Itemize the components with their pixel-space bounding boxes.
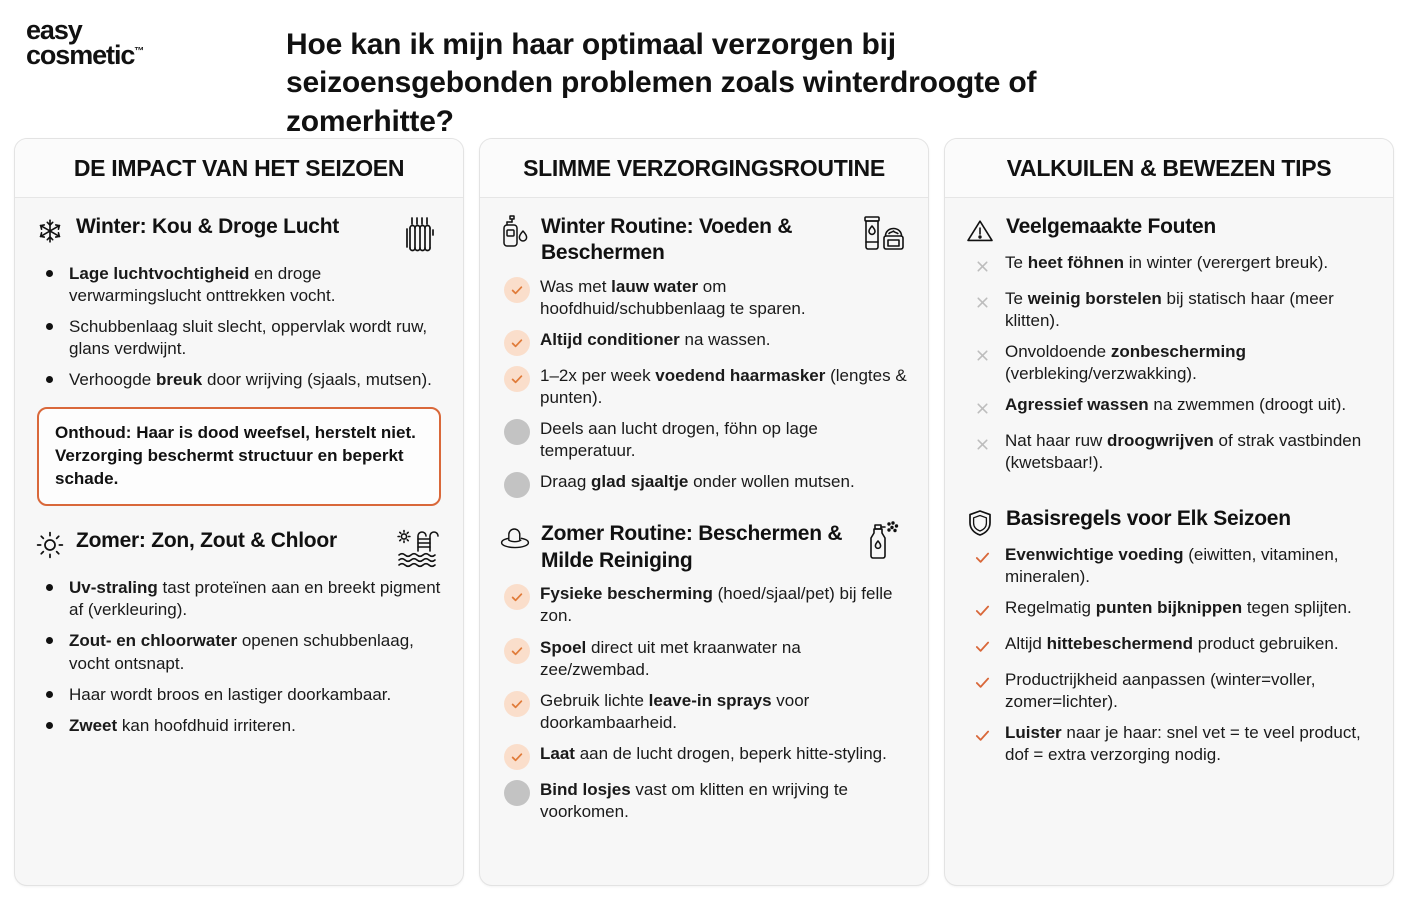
bullet-icon (39, 263, 59, 277)
section-title: Winter Routine: Voeden & Beschermen (541, 215, 793, 265)
list-item-text: Verhoogde breuk door wrijving (sjaals, mutsen). (69, 370, 432, 390)
list-item (969, 544, 1373, 588)
list-item-text: Altijd hittebeschermend product gebruiken. (1005, 633, 1339, 653)
list-item (504, 583, 908, 627)
check-icon (504, 638, 530, 664)
section-title: Zomer Routine: Beschermen & Milde Reiniging (541, 522, 843, 572)
list-item (504, 276, 908, 320)
list-winter-routine (504, 276, 908, 499)
card-header (945, 139, 1393, 198)
list-item-text: Te weinig borstelen bij statisch haar (meer klitten). (1005, 289, 1334, 331)
bullet-icon (39, 715, 59, 729)
check-icon (969, 598, 995, 624)
radiator-icon (395, 214, 443, 254)
section-title: Zomer: Zon, Zout & Chloor (76, 529, 337, 553)
page-title: Hoe kan ik mijn haar optimaal verzorgen bij seizoensgebonden problemen zoals winterdroogte of zomerhitte? (286, 28, 1037, 138)
list-item-text: Zweet kan hoofdhuid irriteren. (69, 715, 296, 735)
list-item-text: Altijd conditioner na wassen. (540, 330, 771, 350)
list-item (969, 252, 1373, 279)
card-title: DE IMPACT VAN HET SEIZOEN (73, 155, 405, 181)
brand-logo (26, 14, 276, 68)
section-title: Veelgemaakte Fouten (1006, 215, 1216, 238)
list-item-text: Was met lauw water om hoofdhuid/schubbenlaag te sparen. (540, 276, 806, 318)
list-zomer-impact (39, 577, 443, 737)
brand-name: cosmetic (26, 39, 135, 70)
list-winter-impact (39, 263, 443, 391)
list-item (504, 743, 908, 770)
list-item (969, 341, 1373, 385)
list-veelgemaakte-fouten (969, 252, 1373, 475)
list-item-text: Spoel direct uit met kraanwater na zee/zwembad. (540, 637, 801, 679)
warning-triangle-icon (965, 216, 995, 246)
list-item (39, 630, 443, 674)
list-item-text: Draag glad sjaaltje onder wollen mutsen. (540, 472, 855, 492)
card-header (15, 139, 463, 198)
x-icon (969, 253, 995, 279)
check-icon (504, 584, 530, 610)
brand-line-1: easy (26, 15, 82, 45)
list-item-text: Productrijkheid aanpassen (winter=voller, zomer=lichter). (1005, 669, 1316, 711)
list-item (39, 715, 443, 737)
spray-bottle-icon (860, 521, 908, 561)
x-icon (969, 395, 995, 421)
check-icon (969, 670, 995, 696)
tube-jar-icon (860, 214, 908, 254)
section-basisregels (965, 506, 1373, 538)
trademark-mark: ™ (134, 45, 145, 57)
check-icon (969, 634, 995, 660)
section-winter-routine (500, 214, 908, 267)
list-item-text: Zout- en chloorwater openen schubbenlaag, vocht ontsnapt. (69, 631, 414, 673)
list-item (39, 577, 443, 621)
list-item (39, 316, 443, 360)
list-item-text: Nat haar ruw droogwrijven of strak vastbinden (kwetsbaar!). (1005, 431, 1362, 473)
list-item-text: Luister naar je haar: snel vet = te veel product, dof = extra verzorging nodig. (1005, 722, 1361, 765)
card-verzorgingsroutine (479, 138, 929, 886)
list-item (969, 430, 1373, 474)
brand-line-2 (26, 39, 276, 70)
card-body (15, 198, 463, 885)
bullet-icon (39, 684, 59, 698)
x-icon (969, 431, 995, 457)
bullet-icon (39, 577, 59, 591)
list-item (504, 637, 908, 681)
list-item-text: 1–2x per week voedend haarmasker (lengtes & punten). (540, 366, 907, 408)
check-icon (504, 277, 530, 303)
pump-bottle-icon (500, 216, 530, 246)
list-item-text: Bind losjes vast om klitten en wrijving te voorkomen. (540, 779, 848, 822)
list-item (504, 779, 908, 823)
shield-icon (965, 508, 995, 538)
list-item-text: Agressief wassen na zwemmen (droogt uit). (1005, 395, 1347, 415)
neutral-bullet-icon (504, 419, 530, 445)
list-item (39, 263, 443, 307)
list-item (969, 597, 1373, 624)
section-title: Winter: Kou & Droge Lucht (76, 215, 340, 238)
page-header (0, 0, 1408, 138)
list-item (39, 369, 443, 391)
section-zomer-routine (500, 521, 908, 574)
list-item-text: Schubbenlaag sluit slecht, oppervlak wordt ruw, glans verdwijnt. (69, 317, 428, 359)
list-item (504, 418, 908, 462)
columns-container (0, 138, 1408, 886)
check-icon (504, 691, 530, 717)
list-item (504, 690, 908, 734)
check-icon (969, 545, 995, 571)
bullet-icon (39, 630, 59, 644)
list-item-text: Uv-straling tast proteïnen aan en breekt pigment af (verkleuring). (69, 578, 441, 620)
check-icon (969, 723, 995, 749)
list-item (969, 669, 1373, 713)
list-item-text: Deels aan lucht drogen, föhn op lage temperatuur. (540, 419, 818, 461)
list-item-text: Haar wordt broos en lastiger doorkambaar. (69, 684, 392, 704)
section-veelgemaakte-fouten (965, 214, 1373, 246)
x-icon (969, 342, 995, 368)
list-item-text: Evenwichtige voeding (eiwitten, vitaminen, mineralen). (1005, 544, 1339, 586)
list-item-text: Te heet föhnen in winter (verergert breuk). (1005, 253, 1329, 272)
list-item (504, 365, 908, 409)
list-item-text: Gebruik lichte leave-in sprays voor doorkambaarheid. (540, 690, 810, 732)
section-zomer-impact (35, 528, 443, 568)
check-icon (504, 330, 530, 356)
snowflake-icon (35, 216, 65, 246)
list-item-text: Lage luchtvochtigheid en droge verwarmingslucht onttrekken vocht. (69, 264, 336, 306)
list-item-text: Regelmatig punten bijknippen tegen splijten. (1005, 597, 1352, 617)
list-item (969, 394, 1373, 421)
list-zomer-routine (504, 583, 908, 823)
list-item (969, 288, 1373, 332)
bullet-icon (39, 316, 59, 330)
list-item (969, 633, 1373, 660)
list-item (39, 684, 443, 706)
check-icon (504, 366, 530, 392)
neutral-bullet-icon (504, 780, 530, 806)
card-header (480, 139, 928, 198)
card-title: SLIMME VERZORGINGSROUTINE (523, 155, 885, 181)
list-item-text: Laat aan de lucht drogen, beperk hitte-styling. (540, 743, 887, 763)
list-item (969, 722, 1373, 766)
pool-icon (395, 528, 443, 568)
neutral-bullet-icon (504, 472, 530, 498)
sun-hat-icon (500, 523, 530, 553)
list-item (504, 329, 908, 356)
check-icon (504, 744, 530, 770)
card-impact-seizoen (14, 138, 464, 886)
list-item (504, 471, 908, 498)
section-title: Basisregels voor Elk Seizoen (1006, 506, 1291, 530)
card-body (945, 198, 1393, 885)
list-item-text: Fysieke bescherming (hoed/sjaal/pet) bij felle zon. (540, 584, 893, 626)
callout-onthoud: Onthoud: Haar is dood weefsel, herstelt niet. Verzorging beschermt structuur en beperkt schade. (37, 407, 441, 506)
list-item-text: Onvoldoende zonbescherming (verbleking/verzwakking). (1005, 342, 1246, 384)
card-valkuilen-tips (944, 138, 1394, 886)
sun-icon (35, 530, 65, 560)
card-title: VALKUILEN & BEWEZEN TIPS (1006, 155, 1332, 181)
x-icon (969, 289, 995, 315)
list-basisregels (969, 544, 1373, 767)
bullet-icon (39, 369, 59, 383)
card-body (480, 198, 928, 885)
section-winter-impact (35, 214, 443, 254)
